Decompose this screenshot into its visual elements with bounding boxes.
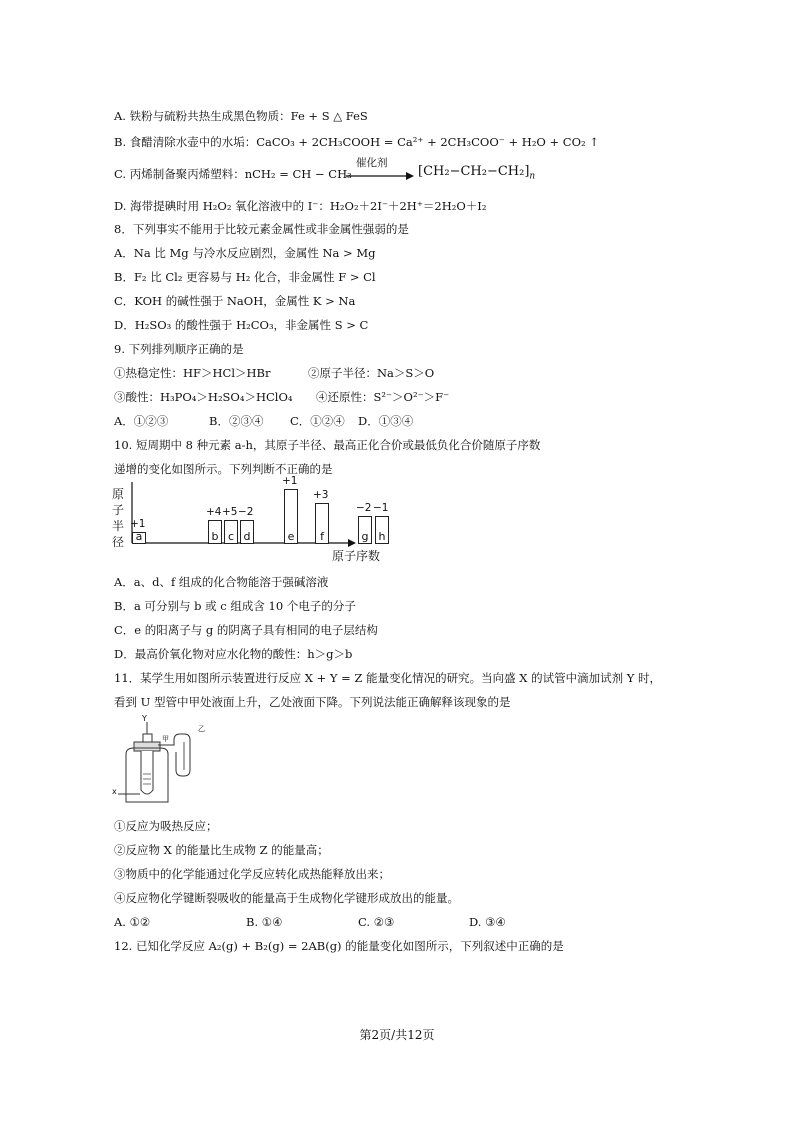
chart-bar-c [224,520,238,544]
fig-label-yi: 乙 [198,725,205,733]
catalyst-arrow [346,155,414,185]
polymer-product [418,164,535,185]
chart-bar-label: g [361,530,369,543]
q9-stem: 9. 下列排列顺序正确的是 [114,342,244,356]
apparatus-drawing [112,714,212,806]
chart-bar-h [375,516,389,544]
apparatus-figure [112,714,212,806]
chart-bar-label: h [378,530,386,543]
chart-valence-label: +1 [282,475,298,487]
q8-option-b: B．F₂ 比 Cl₂ 更容易与 H₂ 化合，非金属性 F > Cl [114,270,376,284]
q11-stem-1: 11．某学生用如图所示装置进行反应 X + Y = Z 能量变化情况的研究。当向盛 X 的试管中滴加试剂 Y 时， [114,671,662,685]
q8-option-a: A．Na 比 Mg 与冷水反应剧烈，金属性 Na > Mg [114,246,376,260]
fig-label-x: x [112,787,117,796]
chart-bar-a [132,532,146,544]
q11-option-d: D. ③④ [469,915,506,929]
option-d-prev: D. 海带提碘时用 H₂O₂ 氧化溶液中的 I⁻：H₂O₂＋2I⁻＋2H⁺＝2H₂O＋I₂ [114,199,487,213]
option-c-prev [114,166,352,182]
q11-statement-4: ④反应物化学键断裂吸收的能量高于生成物化学键形成放出的能量。 [114,891,459,905]
q11-option-c: C. ②③ [358,915,395,929]
chart-valence-label: +3 [313,489,329,501]
q8-option-c: C．KOH 的碱性强于 NaOH，金属性 K > Na [114,294,356,308]
q10-option-d: D．最高价氧化物对应水化物的酸性：h＞g＞b [114,647,353,661]
q9-item-4: ④还原性：S²⁻＞O²⁻＞F⁻ [316,390,450,404]
chart-bar-g [358,516,372,544]
polymer-formula: [CH₂−CH₂−CH₂] [418,164,530,179]
option-c-left: C. 丙烯制备聚丙烯塑料：nCH₂ = CH − CH₃ [114,167,352,181]
catalyst-label: 催化剂 [356,157,388,169]
chart-bar-e [284,489,298,544]
chart-xlabel: 原子序数 [332,549,381,563]
q11-statement-3: ③物质中的化学能通过化学反应转化成热能释放出来； [114,867,390,881]
q11-statement-1: ①反应为吸热反应； [114,819,218,833]
q9-item-2: ②原子半径：Na＞S＞O [308,366,435,380]
chart-valence-label: −2 [238,506,254,518]
chart-valence-label: +5 [222,506,238,518]
chart-bar-d [240,520,254,544]
chart-bar-f [315,503,329,544]
fig-label-y: Y [142,714,147,723]
q10-chart [108,475,428,570]
chart-bar-label: b [211,530,219,543]
fig-label-jia: 甲 [162,735,169,743]
option-b-prev: B. 食醋清除水壶中的水垢：CaCO₃ + 2CH₃COOH = Ca²⁺ + 2CH₃COO⁻ + H₂O + CO₂ ↑ [114,135,599,149]
option-a-prev: A. 铁粉与硫粉共热生成黑色物质：Fe + S △ FeS [114,109,368,123]
arrow-icon [346,155,414,185]
polymer-n: n [529,171,536,182]
chart-bar-label: c [227,530,235,543]
chart-bar-label: e [287,530,295,543]
chart-valence-label: +1 [130,518,146,530]
q11-option-a: A. ①② [114,915,151,929]
q11-stem-2: 看到 U 型管中甲处液面上升，乙处液面下降。下列说法能正确解释该现象的是 [114,695,511,709]
page-footer: 第2页/共12页 [359,1028,435,1042]
q8-option-d: D．H₂SO₃ 的酸性强于 H₂CO₃，非金属性 S > C [114,318,369,332]
q9-item-3: ③酸性：H₃PO₄＞H₂SO₄＞HClO₄ [114,390,293,404]
q9-option-a: A．①②③ [114,414,169,428]
chart-valence-label: +4 [206,506,222,518]
q9-option-c: C．①②④ [290,414,345,428]
chart-valence-label: −2 [356,502,372,514]
q9-option-d: D．①③④ [358,414,414,428]
q10-stem-2: 递增的变化如图所示。下列判断不正确的是 [114,462,333,476]
q8-stem: 8．下列事实不能用于比较元素金属性或非金属性强弱的是 [114,222,409,236]
q11-statement-2: ②反应物 X 的能量比生成物 Z 的能量高； [114,843,329,857]
q9-option-b: B．②③④ [209,414,264,428]
chart-bar-label: d [243,530,251,543]
q10-option-b: B．a 可分别与 b 或 c 组成含 10 个电子的分子 [114,599,356,613]
chart-valence-label: −1 [373,502,389,514]
q9-item-1: ①热稳定性：HF＞HCl＞HBr [114,366,271,380]
q11-option-b: B. ①④ [246,915,283,929]
chart-bar-label: f [320,530,324,543]
q10-option-c: C．e 的阳离子与 g 的阴离子具有相同的电子层结构 [114,623,378,637]
q10-stem-1: 10. 短周期中 8 种元素 a-h，其原子半径、最高正化合价或最低负化合价随原子序数 [114,438,541,452]
q10-option-a: A．a、d、f 组成的化合物能溶于强碱溶液 [114,575,329,589]
q12-stem: 12. 已知化学反应 A₂(g) + B₂(g) = 2AB(g) 的能量变化如图所示，下列叙述中正确的是 [114,939,564,953]
chart-bar-label: a [135,530,143,543]
chart-ylabel: 原子半径 [112,487,125,549]
chart-bar-b [208,520,222,544]
